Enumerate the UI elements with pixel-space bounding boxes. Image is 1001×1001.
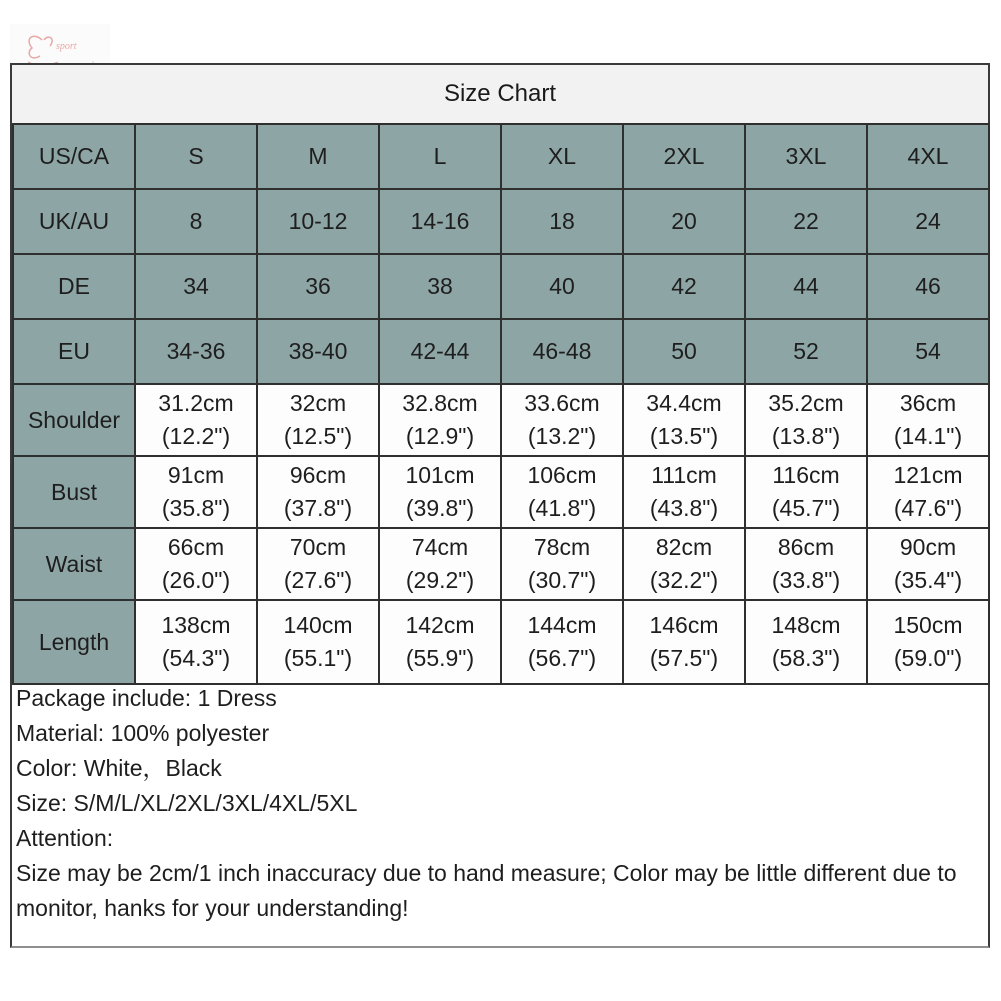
attention-note: Attention:: [16, 825, 114, 851]
measure-inch: (43.8"): [649, 495, 719, 521]
measure-cm: 70cm: [289, 534, 347, 560]
measure-cm: 116cm: [772, 462, 840, 488]
measure-inch: (14.1"): [893, 423, 963, 449]
size-rows: [13, 124, 989, 384]
measure-cm: 33.6cm: [524, 390, 600, 416]
measure-cell: [501, 384, 623, 456]
measure-cell: [745, 528, 867, 600]
measure-cm: 35.2cm: [768, 390, 844, 416]
measure-inch: (55.1"): [283, 645, 353, 671]
measure-inch: (33.8"): [771, 567, 841, 593]
row-label: Shoulder: [13, 384, 135, 456]
row-label: US/CA: [13, 124, 135, 189]
measure-inch: (39.8"): [405, 495, 475, 521]
size-cell: 44: [745, 254, 867, 319]
measure-cm: 148cm: [771, 612, 841, 638]
measure-cm: 144cm: [527, 612, 597, 638]
size-cell: 54: [867, 319, 989, 384]
measure-cm: 66cm: [167, 534, 225, 560]
measure-cm: 86cm: [777, 534, 835, 560]
measure-cell: [745, 384, 867, 456]
size-cell: 42-44: [379, 319, 501, 384]
measure-inch: (57.5"): [649, 645, 719, 671]
size-row-uk-au: [13, 189, 989, 254]
measure-inch: (41.8"): [527, 495, 597, 521]
size-cell: 46-48: [501, 319, 623, 384]
measure-inch: (45.7"): [771, 495, 841, 521]
material-note: Material: 100% polyester: [16, 720, 270, 746]
size-cell: 46: [867, 254, 989, 319]
measure-inch: (55.9"): [405, 645, 475, 671]
measure-inch: (58.3"): [771, 645, 841, 671]
measure-cell: [867, 456, 989, 528]
measure-cm: 150cm: [893, 612, 963, 638]
measure-inch: (59.0"): [893, 645, 963, 671]
size-cell: 3XL: [745, 124, 867, 189]
size-cell: 20: [623, 189, 745, 254]
size-cell: 10-12: [257, 189, 379, 254]
size-cell: 42: [623, 254, 745, 319]
measure-cell: [257, 384, 379, 456]
size-cell: 14-16: [379, 189, 501, 254]
measure-inch: (32.2"): [649, 567, 719, 593]
logo-text-top: sport: [56, 41, 77, 52]
size-row-eu: [13, 319, 989, 384]
size-cell: 40: [501, 254, 623, 319]
measure-cell: [867, 384, 989, 456]
row-label: Waist: [13, 528, 135, 600]
measure-inch: (56.7"): [527, 645, 597, 671]
measure-cell: [379, 456, 501, 528]
measure-row-bust: [13, 456, 989, 528]
size-cell: S: [135, 124, 257, 189]
measure-inch: (30.7"): [527, 567, 597, 593]
size-cell: L: [379, 124, 501, 189]
measure-cm: 111cm: [651, 462, 717, 488]
row-label: Bust: [13, 456, 135, 528]
package-note: Package include: 1 Dress: [16, 685, 277, 711]
measure-cm: 74cm: [411, 534, 469, 560]
size-cell: 22: [745, 189, 867, 254]
measure-row-shoulder: [13, 384, 989, 456]
measure-cell: [257, 456, 379, 528]
measure-row-length: [13, 600, 989, 684]
measure-cell: [135, 384, 257, 456]
measure-cell: [745, 600, 867, 684]
size-cell: 2XL: [623, 124, 745, 189]
measure-cell: [135, 600, 257, 684]
size-note: Size: S/M/L/XL/2XL/3XL/4XL/5XL: [16, 790, 358, 816]
size-row-us-ca: [13, 124, 989, 189]
size-chart-panel: [10, 63, 990, 948]
row-label: UK/AU: [13, 189, 135, 254]
measure-cm: 142cm: [405, 612, 475, 638]
size-cell: 34-36: [135, 319, 257, 384]
measure-cm: 140cm: [283, 612, 353, 638]
size-cell: 8: [135, 189, 257, 254]
measure-cm: 101cm: [405, 462, 475, 488]
measure-cell: [501, 456, 623, 528]
measure-cell: [135, 456, 257, 528]
measure-cell: [501, 600, 623, 684]
measure-cell: [135, 528, 257, 600]
size-cell: XL: [501, 124, 623, 189]
measure-cell: [623, 456, 745, 528]
measure-inch: (54.3"): [161, 645, 231, 671]
measure-cell: [623, 600, 745, 684]
measure-cell: [623, 384, 745, 456]
measure-cell: [379, 600, 501, 684]
row-label: DE: [13, 254, 135, 319]
measure-cell: [501, 528, 623, 600]
measure-inch: (37.8"): [283, 495, 353, 521]
measure-cm: 78cm: [533, 534, 591, 560]
size-table: [12, 123, 990, 685]
measure-cm: 91cm: [167, 462, 225, 488]
disclaimer-note: Size may be 2cm/1 inch inaccuracy due to hand measure; Color may be little different due to monitor, hanks for your understanding!: [16, 860, 957, 921]
size-cell: 4XL: [867, 124, 989, 189]
measure-inch: (13.5"): [649, 423, 719, 449]
size-cell: 52: [745, 319, 867, 384]
measure-cm: 32.8cm: [402, 390, 478, 416]
measure-cm: 32cm: [289, 390, 347, 416]
measure-cm: 106cm: [527, 462, 597, 488]
measure-inch: (47.6"): [893, 495, 963, 521]
size-cell: 18: [501, 189, 623, 254]
size-cell: 50: [623, 319, 745, 384]
measure-cell: [257, 528, 379, 600]
size-cell: 38: [379, 254, 501, 319]
measure-cell: [379, 384, 501, 456]
measure-cell: [745, 456, 867, 528]
measure-inch: (13.8"): [771, 423, 841, 449]
product-notes: [16, 681, 976, 926]
size-chart-title: Size Chart: [12, 65, 988, 125]
measure-cm: 96cm: [289, 462, 347, 488]
measure-inch: (27.6"): [283, 567, 353, 593]
measure-cell: [623, 528, 745, 600]
measure-cell: [257, 600, 379, 684]
measure-cm: 31.2cm: [158, 390, 234, 416]
measure-cm: 34.4cm: [646, 390, 722, 416]
size-row-de: [13, 254, 989, 319]
measure-inch: (13.2"): [527, 423, 597, 449]
color-note: Color: White，Black: [16, 755, 222, 781]
measure-inch: (35.8"): [161, 495, 231, 521]
measure-row-waist: [13, 528, 989, 600]
measure-cm: 90cm: [899, 534, 957, 560]
size-cell: M: [257, 124, 379, 189]
size-cell: 24: [867, 189, 989, 254]
measure-cm: 146cm: [649, 612, 719, 638]
row-label: Length: [13, 600, 135, 684]
measure-inch: (29.2"): [405, 567, 475, 593]
measure-inch: (35.4"): [893, 567, 963, 593]
measure-cell: [867, 600, 989, 684]
size-cell: 38-40: [257, 319, 379, 384]
measure-cm: 138cm: [161, 612, 231, 638]
measure-inch: (12.9"): [405, 423, 475, 449]
measure-cell: [867, 528, 989, 600]
row-label: EU: [13, 319, 135, 384]
measurement-rows: [13, 384, 989, 684]
measure-inch: (12.2"): [161, 423, 231, 449]
measure-cell: [379, 528, 501, 600]
measure-inch: (26.0"): [161, 567, 231, 593]
measure-inch: (12.5"): [283, 423, 353, 449]
measure-cm: 82cm: [655, 534, 713, 560]
measure-cm: 121cm: [893, 462, 963, 488]
size-cell: 34: [135, 254, 257, 319]
size-cell: 36: [257, 254, 379, 319]
measure-cm: 36cm: [899, 390, 957, 416]
